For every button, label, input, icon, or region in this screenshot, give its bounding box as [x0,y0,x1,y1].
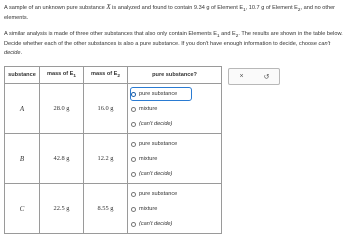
option-label: mixture [139,206,158,212]
option-pure-substance[interactable] [131,88,191,100]
radio-button[interactable] [131,92,136,97]
option-label: pure substance [139,91,178,97]
variable-x: X [106,3,111,11]
table-row [5,184,222,234]
answer-options [128,134,222,184]
option-label: pure substance [139,141,178,147]
option-mixture[interactable] [131,153,221,165]
option-label: mixture [139,156,158,162]
header-mass-e1 [40,67,84,84]
intro-text: is analyzed and found to contain 9.34 g of Element E [110,5,244,11]
header-label: mass of E [90,71,118,78]
option-pure-substance[interactable] [131,188,221,200]
radio-button[interactable] [131,172,136,177]
option-cant-decide[interactable] [131,168,221,180]
intro-italic: can't decide [4,41,331,57]
subscript: 1 [216,33,220,39]
option-mixture[interactable] [131,103,221,115]
mass-e2-value: 16.0 g [84,84,128,134]
table-row [5,134,222,184]
intro-text: . The results are shown in the table below. Decide whether each of the other substances is also a pure substance. If you don't have enough information to decide, choose [4,31,343,48]
mass-e2-value: 12.2 g [84,134,128,184]
question-text [4,3,346,64]
table-row [5,84,222,134]
subscript: 1 [243,7,246,13]
answer-options [128,184,222,234]
mass-e1-value: 22.5 g [40,184,84,234]
clear-icon[interactable]: × [239,73,244,80]
undo-icon[interactable]: ↺ [263,73,270,81]
intro-text: . [20,50,23,57]
header-label: mass of E [46,71,74,78]
answer-toolbar [228,68,280,85]
radio-button[interactable] [131,222,136,227]
radio-button[interactable] [131,192,136,197]
mass-e1-value: 42.8 g [40,134,84,184]
subscript: 2 [235,33,239,39]
subscript: 2 [297,7,301,13]
radio-button[interactable] [131,107,136,112]
intro-paragraph-2 [4,30,346,58]
option-label: (can't decide) [139,121,173,127]
intro-text: A similar analysis is made of three other substances that also only contain Elements E [4,31,217,38]
mass-e1-value: 28.0 g [40,84,84,134]
option-label: pure substance [139,191,178,197]
header-mass-e2 [84,67,128,84]
header-substance: substance [5,67,40,84]
answer-options [128,84,222,134]
option-label: (can't decide) [139,171,173,177]
intro-text: , and no other elements. [4,5,336,22]
option-pure-substance[interactable] [131,138,221,150]
substance-name: C [5,184,40,234]
option-label: mixture [139,106,158,112]
intro-text: , 10.7 g of Element E [245,5,298,11]
substances-table [4,66,222,234]
intro-text: and E [219,31,236,38]
substance-name: B [5,134,40,184]
option-mixture[interactable] [131,203,221,215]
radio-button[interactable] [131,122,136,127]
radio-button[interactable] [131,157,136,162]
mass-e2-value: 8.55 g [84,184,128,234]
option-label: (can't decide) [139,221,173,227]
radio-button[interactable] [131,207,136,212]
intro-paragraph-1 [4,3,346,23]
subscript: 1 [73,73,77,79]
option-cant-decide[interactable] [131,218,221,230]
intro-text: A sample of an unknown pure substance [4,5,107,11]
subscript: 2 [117,73,121,79]
radio-button[interactable] [131,142,136,147]
option-cant-decide[interactable] [131,118,221,130]
substance-name: A [5,84,40,134]
table-header-row [5,67,222,84]
header-pure-substance: pure substance? [128,67,222,84]
